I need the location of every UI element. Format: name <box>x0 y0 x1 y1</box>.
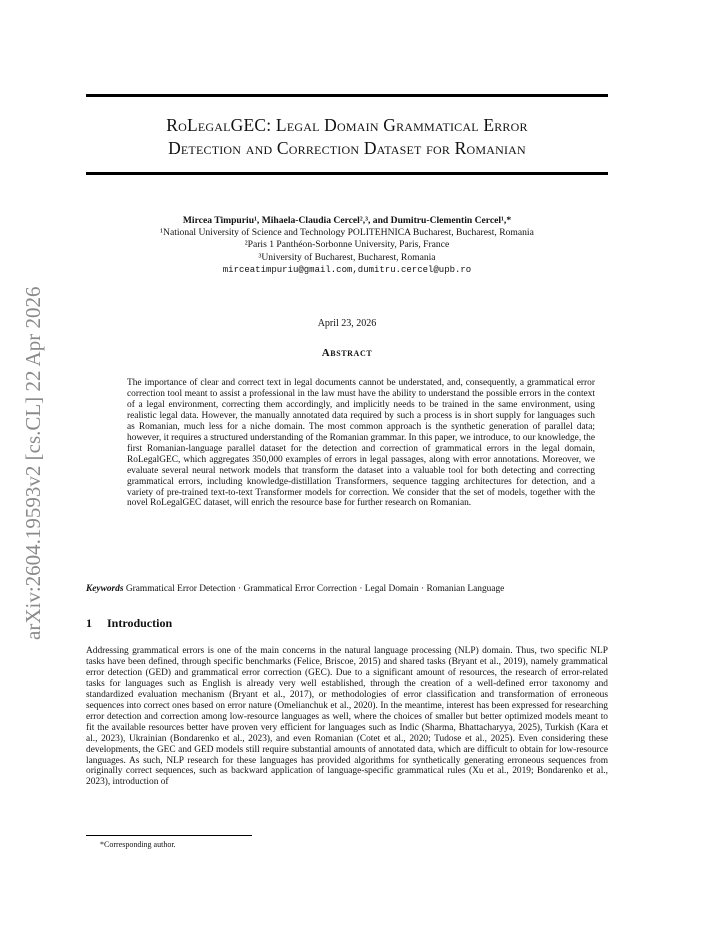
arxiv-identifier-stamp <box>10 240 50 660</box>
affiliation-2: ²Paris 1 Panthéon-Sorbonne University, Paris, France <box>244 239 450 251</box>
paper-title-line-2: Detection and Correction Dataset for Romanian <box>168 138 526 158</box>
section-number: 1 <box>86 616 92 630</box>
arxiv-identifier-text: arXiv:2604.19593v2 [cs.CL] 22 Apr 2026 <box>21 286 45 640</box>
keywords-line <box>86 584 608 594</box>
paper-title <box>86 114 608 160</box>
title-top-rule <box>86 94 608 97</box>
keywords-list: Grammatical Error Detection · Grammatical Error Correction · Legal Domain · Romanian Language <box>125 584 505 594</box>
abstract-heading: Abstract <box>321 347 373 359</box>
section-title: Introduction <box>107 616 173 630</box>
affiliation-1: ¹National University of Science and Technology POLITEHNICA Bucharest, Bucharest, Romania <box>160 227 534 239</box>
section-heading-introduction <box>86 616 172 631</box>
title-bottom-rule <box>86 172 608 175</box>
author-emails: mirceatimpuriu@gmail.com,dumitru.cercel@upb.ro <box>222 264 472 275</box>
publication-date: April 23, 2026 <box>317 318 377 329</box>
paper-title-line-1: RoLegalGEC: Legal Domain Grammatical Error <box>166 115 528 135</box>
introduction-paragraph: Addressing grammatical errors is one of the main concerns in the natural language processing (NLP) domain. Thus, two specific NLP tasks have been defined, through specific benchmarks (Felice, Briscoe, 2015) and shared tasks (Bryant et al., 2019), namely grammatical error detection (GED) and grammatical error correction (GEC). Due to a significant amount of resources, the research of error-related tasks for languages such as English is already very well established, through the creation of a well-defined error taxonomy and standardized evaluation mechanism (Bryant et al., 2017), or methodologies of error classification and transformation of erroneous sequences into correct ones based on error nature (Omelianchuk et al., 2020). In the meantime, interest has been expressed for researching error detection and correction among low-resource languages as well, where the choices of smaller but better optimized models meant to fit the available resources better have proven very efficient for languages such as Indic (Sharma, Bhattacharyya, 2025), Turkish (Kara et al., 2023), Ukrainian (Bondarenko et al., 2023), and even Romanian (Cotet et al., 2020; Tudose et al., 2025). Even considering these developments, the GEC and GED models still require substantial amounts of annotated data, which are difficult to obtain for low-resource languages. As such, NLP research for these languages has provided algorithms for synthetically generating erroneous sequences from originally correct sequences, such as backward application of language-specific grammatical rules (Xu et al., 2019; Bondarenko et al., 2023), introduction of <box>86 646 608 788</box>
author-block <box>86 215 608 276</box>
footnote-rule <box>86 835 252 836</box>
keywords-label: Keywords <box>86 584 124 594</box>
author-names: Mircea Timpuriu¹, Mihaela-Claudia Cercel²,³, and Dumitru-Clementin Cercel¹,* <box>182 215 512 226</box>
abstract-text: The importance of clear and correct text in legal documents cannot be understated, and, consequently, a grammatical error correction tool meant to assist a professional in the law must have the ability to understand the possible errors in the context of a legal environment, correcting them accordingly, and implicitly needs to be trained in the same environment, using realistic legal data. However, the manually annotated data required by such a process is in short supply for languages such as Romanian, much less for a niche domain. The most common approach is the synthetic generation of parallel data; however, it requires a structured understanding of the Romanian grammar. In this paper, we introduce, to our knowledge, the first Romanian-language parallel dataset for the detection and correction of grammatical errors in the legal domain, RoLegalGEC, which aggregates 350,000 examples of errors in legal passages, along with error annotations. Moreover, we evaluate several neural network models that transform the dataset into a valuable tool for both detecting and correcting grammatical errors, including knowledge-distillation Transformers, sequence tagging architectures for detection, and a variety of pre-trained text-to-text Transformer models for correction. We consider that the set of models, together with the novel RoLegalGEC dataset, will enrich the resource base for further research on Romanian. <box>127 378 595 509</box>
footnote: *Corresponding author. <box>100 840 176 849</box>
affiliation-3: ³University of Bucharest, Bucharest, Romania <box>258 251 436 263</box>
